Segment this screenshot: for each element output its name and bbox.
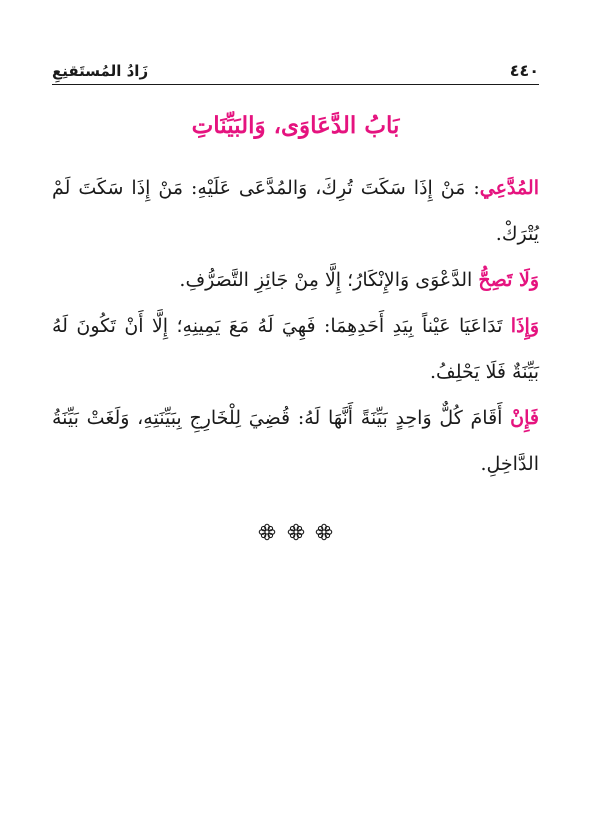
paragraph-text: أَقَامَ كُلٌّ وَاحِدٍ بَيِّنَةً أَنَّهَا لَهُ: قُضِيَ لِلْخَارِجِ بِبَيِّنَتِهِ، وَلَغَتْ بَيِّنَةُ الدَّاخِلِ.	[52, 407, 539, 475]
paragraph-lead: المُدَّعِي	[479, 177, 539, 199]
chapter-title: بَابُ الدَّعَاوَى، وَالبَيِّنَاتِ	[191, 112, 400, 139]
paragraph-lead: وَلَا تَصِحُّ	[478, 269, 539, 291]
paragraph-text: : مَنْ إِذَا سَكَتَ تُرِكَ، وَالمُدَّعَى عَلَيْهِ: مَنْ إِذَا سَكَتَ لَمْ يُتْرَكْ.	[52, 177, 539, 245]
paragraph-text: الدَّعْوَى وَالإِنْكَارُ؛ إِلَّا مِنْ جَائِزِ التَّصَرُّفِ.	[179, 269, 479, 291]
flower-ornament-icon	[258, 523, 276, 541]
flower-ornament-icon	[315, 523, 333, 541]
paragraph-2	[52, 257, 539, 303]
running-head	[52, 56, 539, 80]
section-end-ornament	[52, 522, 539, 546]
header-rule	[52, 84, 539, 85]
flower-ornament-icon	[287, 523, 305, 541]
body-text	[52, 165, 539, 487]
paragraph-3	[52, 303, 539, 395]
paragraph-4	[52, 395, 539, 487]
paragraph-1	[52, 165, 539, 257]
paragraph-text: تَدَاعَيَا عَيْناً بِيَدِ أَحَدِهِمَا: فَهِيَ لَهُ مَعَ يَمِينِهِ؛ إِلَّا أَنْ تَكُونَ لَهُ بَيِّنَةٌ فَلَا يَحْلِفُ.	[52, 315, 539, 383]
page-number: ٤٤٠	[509, 61, 539, 80]
running-head-book-title: زَادُ المُستَقنِعِ	[52, 62, 149, 80]
paragraph-lead: وَإِذَا	[510, 315, 539, 337]
paragraph-lead: فَإِنْ	[510, 407, 539, 429]
